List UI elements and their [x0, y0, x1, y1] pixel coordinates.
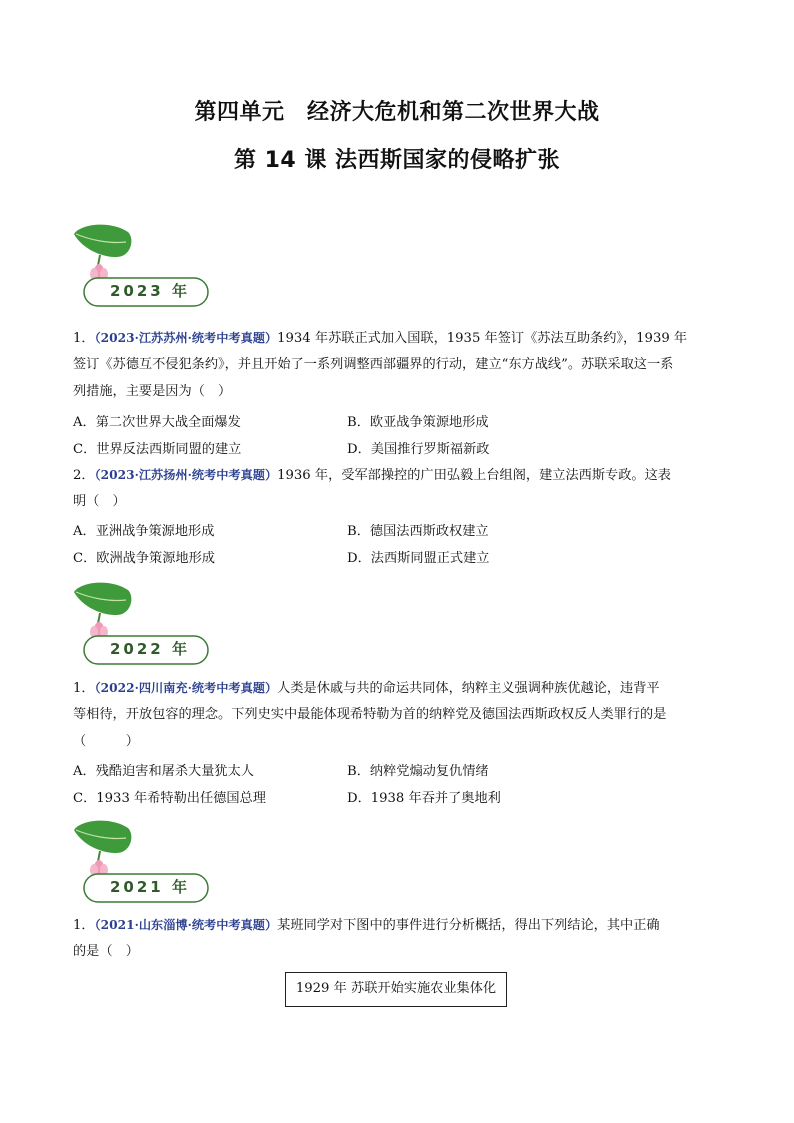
option-d[interactable]: D．美国推行罗斯福新政	[347, 442, 490, 457]
question-number: 1．	[73, 331, 95, 346]
question-stem-line: 等相待，开放包容的理念。下列史实中最能体现希特勒为首的纳粹党及德国法西斯政权反人类罪行的是	[73, 707, 667, 722]
question-source: （2023·江苏扬州·统考中考真题）	[94, 468, 278, 482]
option-a[interactable]: A．第二次世界大战全面爆发	[73, 415, 241, 430]
question-2023-1-line-1	[73, 328, 733, 349]
unit-title: 第四单元 经济大危机和第二次世界大战	[194, 100, 600, 125]
question-stem-line: 的是（ ）	[73, 944, 139, 959]
question-number: 1．	[73, 681, 95, 696]
lesson-title: 第 14 课 法西斯国家的侵略扩张	[233, 148, 561, 173]
option-a[interactable]: A．亚洲战争策源地形成	[73, 524, 215, 539]
question-stem: 1934 年苏联正式加入国联，1935 年签订《苏法互助条约》，1939 年	[277, 331, 688, 346]
question-2021-1-line-1	[73, 915, 733, 936]
question-source: （2021·山东淄博·统考中考真题）	[94, 918, 278, 932]
year-badge-2022	[70, 580, 215, 665]
question-stem-line: 明（ ）	[73, 494, 126, 509]
question-source: （2022·四川南充·统考中考真题）	[94, 681, 278, 695]
question-stem-line: （ ）	[73, 734, 139, 749]
option-c[interactable]: C．世界反法西斯同盟的建立	[73, 442, 242, 457]
year-badge-2021	[70, 818, 215, 903]
question-stem: 人类是休戚与共的命运共同体，纳粹主义强调种族优越论，违背平	[277, 681, 660, 696]
option-b[interactable]: B．德国法西斯政权建立	[347, 524, 489, 539]
question-stem: 1936 年，受军部操控的广田弘毅上台组阁，建立法西斯专政。这表	[277, 468, 671, 483]
option-b[interactable]: B．纳粹党煽动复仇情绪	[347, 764, 489, 779]
question-2023-2-line-1	[73, 465, 733, 486]
question-number: 1．	[73, 918, 95, 933]
year-label: 2023 年	[110, 282, 190, 300]
year-label: 2022 年	[110, 640, 190, 658]
question-stem-line: 签订《苏德互不侵犯条约》，并且开始了一系列调整西部疆界的行动，建立“东方战线”。苏联采取这一系	[73, 357, 674, 372]
year-label: 2021 年	[110, 878, 190, 896]
option-d[interactable]: D．1938 年吞并了奥地利	[347, 791, 501, 806]
question-number: 2．	[73, 468, 95, 483]
option-d[interactable]: D．法西斯同盟正式建立	[347, 551, 490, 566]
question-2022-1-line-1	[73, 678, 733, 699]
year-badge-2023	[70, 222, 215, 307]
option-a[interactable]: A．残酷迫害和屠杀大量犹太人	[73, 764, 254, 779]
question-stem-line: 列措施，主要是因为（ ）	[73, 384, 232, 399]
question-stem: 某班同学对下图中的事件进行分析概括，得出下列结论，其中正确	[277, 918, 660, 933]
question-source: （2023·江苏苏州·统考中考真题）	[94, 331, 278, 345]
option-b[interactable]: B．欧亚战争策源地形成	[347, 415, 489, 430]
figure-box: 1929 年 苏联开始实施农业集体化	[285, 972, 507, 1007]
option-c[interactable]: C．1933 年希特勒出任德国总理	[73, 791, 266, 806]
option-c[interactable]: C．欧洲战争策源地形成	[73, 551, 215, 566]
